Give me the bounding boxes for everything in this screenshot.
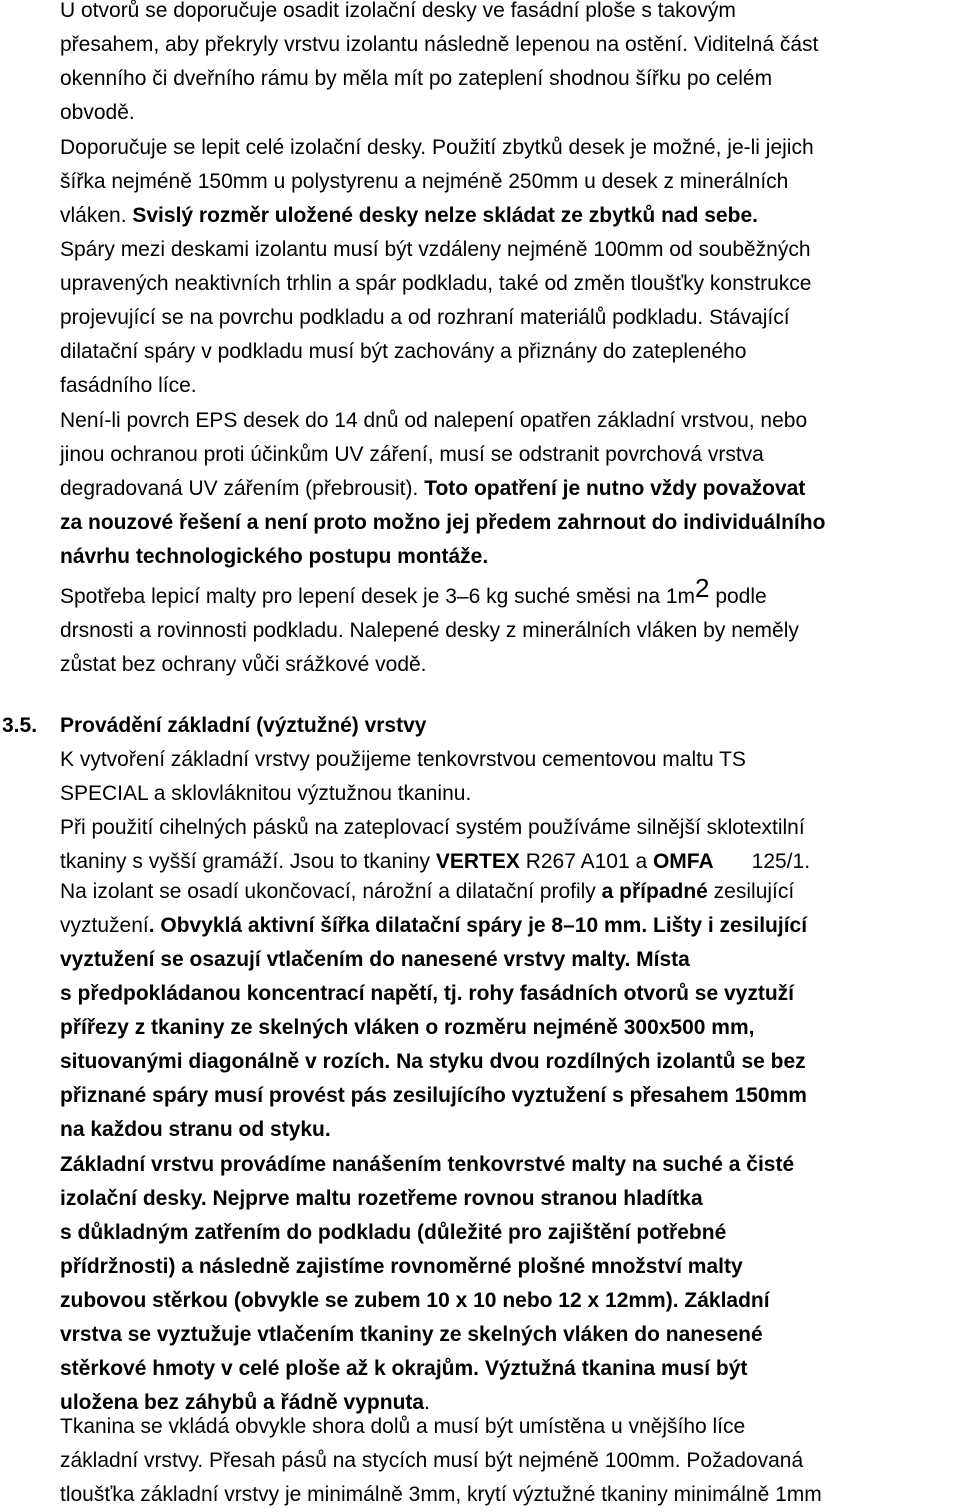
bold-text: s důkladným zatřením do podkladu (důležité pro zajištění potřebné: [60, 1221, 727, 1244]
text-line: [60, 845, 960, 879]
bold-text: přířezy z tkaniny ze skelných vláken o rozměru nejméně 300x500 mm,: [60, 1016, 755, 1039]
text-line: dilatační spáry v podkladu musí být zachovány a přiznány do zatepleného: [60, 340, 747, 363]
paragraph-adhesive-consumption: [60, 573, 960, 682]
text-run: 125/1.: [751, 850, 811, 873]
paragraph-base-layer-materials: [60, 743, 960, 811]
text-line: [60, 909, 960, 943]
text-line: [60, 1182, 960, 1216]
bold-text: uložena bez záhybů a řádně vypnuta: [60, 1391, 425, 1414]
paragraph-whole-boards: [60, 131, 960, 233]
bold-text: za nouzové řešení a není proto možno jej předem zahrnout do individuálního: [60, 511, 826, 534]
bold-text: . Obvyklá aktivní šířka dilatační spáry je 8–10 mm. Lišty i zesilující: [148, 914, 808, 937]
text-line: Doporučuje se lepit celé izolační desky. Použití zbytků desek je možné, je-li jejich: [60, 136, 814, 159]
text-line: projevující se na povrchu podkladu a od rozhraní materiálů podkladu. Stávající: [60, 306, 790, 329]
text-line: [60, 1216, 960, 1250]
bold-text: přídržnosti) a následně zajistíme rovnoměrné plošné množství malty: [60, 1255, 743, 1278]
text-line: [60, 1011, 960, 1045]
text-run: vyztužení: [60, 914, 149, 937]
text-line: upravených neaktivních trhlin a spár podkladu, také od změn tloušťky konstrukce: [60, 272, 812, 295]
text-run: Spotřeba lepicí malty pro lepení desek je 3–6 kg suché směsi na 1m: [60, 585, 696, 608]
paragraph-mesh-placement: [60, 1410, 960, 1512]
bold-text: přiznané spáry musí provést pás zesilujícího vyztužení s přesahem 150mm: [60, 1084, 807, 1107]
text-line: drsnosti a rovinnosti podkladu. Nalepené desky z minerálních vláken by neměly: [60, 619, 799, 642]
text-line: jinou ochranou proti účinkům UV záření, musí se odstranit povrchová vrstva: [60, 443, 764, 466]
text-run: tkaniny s vyšší gramáží. Jsou to tkaniny: [60, 850, 436, 873]
text-line: [60, 472, 960, 506]
bold-text: vrstva se vyztužuje vtlačením tkaniny ze skelných vláken do nanesené: [60, 1323, 763, 1346]
text-line: tloušťka základní vrstvy je minimálně 3mm, krytí výztužné tkaniny minimálně 1mm: [60, 1483, 822, 1506]
text-line: [60, 1284, 960, 1318]
text-line: fasádního líce.: [60, 374, 197, 397]
text-line: SPECIAL a sklovláknitou výztužnou tkaninu.: [60, 782, 472, 805]
bold-text: zubovou stěrkou (obvykle se zubem 10 x 10 nebo 12 x 12mm). Základní: [60, 1289, 770, 1312]
text-run: vláken.: [60, 204, 133, 227]
bold-text: VERTEX: [435, 850, 520, 873]
text-line: zůstat bez ochrany vůči srážkové vodě.: [60, 653, 427, 676]
bold-text: Svislý rozměr uložené desky nelze skládat ze zbytků nad sebe.: [132, 204, 758, 227]
paragraph-window-openings: [60, 0, 960, 130]
text-line: [60, 1148, 960, 1182]
text-run: podle: [709, 585, 767, 608]
text-line: [60, 943, 960, 977]
text-run: R267 A101 a: [519, 850, 653, 873]
superscript: 2: [695, 573, 710, 603]
text-line: [60, 1045, 960, 1079]
bold-text: a případné: [601, 880, 708, 903]
bold-text: izolační desky. Nejprve maltu rozetřeme rovnou stranou hladítka: [60, 1187, 703, 1210]
text-run: .: [424, 1391, 430, 1414]
bold-text: na každou stranu od styku.: [60, 1118, 331, 1141]
text-line: [60, 1352, 960, 1386]
text-run: zesilující: [707, 880, 795, 903]
paragraph-profiles: [60, 875, 960, 1147]
text-line: okenního či dveřního rámu by měla mít po zateplení shodnou šířku po celém: [60, 67, 773, 90]
text-line: Při použití cihelných pásků na zateplovací systém používáme silnější sklotextilní: [60, 816, 805, 839]
bold-text: situovanými diagonálně v rozích. Na styku dvou rozdílných izolantů se bez: [60, 1050, 806, 1073]
text-line: [60, 506, 960, 540]
text-line: šířka nejméně 150mm u polystyrenu a nejméně 250mm u desek z minerálních: [60, 170, 789, 193]
text-line: [60, 1079, 960, 1113]
text-line: Není-li povrch EPS desek do 14 dnů od nalepení opatřen základní vrstvou, nebo: [60, 409, 808, 432]
text-line: obvodě.: [60, 101, 135, 124]
bold-text: Základní vrstvu provádíme nanášením tenkovrstvé malty na suché a čisté: [60, 1153, 795, 1176]
bold-text: stěrkové hmoty v celé ploše až k okrajům. Výztužná tkanina musí být: [60, 1357, 748, 1380]
text-line: [60, 977, 960, 1011]
text-run: Na izolant se osadí ukončovací, nárožní a dilatační profily: [60, 880, 602, 903]
bold-text: návrhu technologického postupu montáže.: [60, 545, 489, 568]
bold-text: vyztužení se osazují vtlačením do nanesené vrstvy malty. Místa: [60, 948, 690, 971]
paragraph-joints: [60, 233, 960, 403]
paragraph-eps-uv: [60, 404, 960, 574]
section-number: 3.5.: [2, 714, 38, 737]
text-line: [60, 573, 960, 614]
section-title: Provádění základní (výztužné) vrstvy: [60, 714, 427, 737]
text-line: Spáry mezi deskami izolantu musí být vzdáleny nejméně 100mm od souběžných: [60, 238, 811, 261]
text-line: [60, 199, 960, 233]
text-line: [60, 1113, 960, 1147]
text-run: degradovaná UV zářením (přebrousit).: [60, 477, 425, 500]
text-line: [60, 875, 960, 909]
text-line: [60, 1250, 960, 1284]
bold-text: Toto opatření je nutno vždy považovat: [424, 477, 806, 500]
text-line: základní vrstvy. Přesah pásů na stycích musí být nejméně 100mm. Požadovaná: [60, 1449, 804, 1472]
paragraph-brick-slips: [60, 811, 960, 879]
text-line: přesahem, aby překryly vrstvu izolantu následně lepenou na ostění. Viditelná část: [60, 33, 819, 56]
bold-text: OMFA: [652, 850, 714, 873]
paragraph-base-layer-application: [60, 1148, 960, 1420]
text-line: [60, 1318, 960, 1352]
text-line: U otvorů se doporučuje osadit izolační desky ve fasádní ploše s takovým: [60, 0, 736, 22]
text-line: Tkanina se vkládá obvykle shora dolů a musí být umístěna u vnějšího líce: [60, 1415, 746, 1438]
text-line: [60, 540, 960, 574]
bold-text: s předpokládanou koncentrací napětí, tj. rohy fasádních otvorů se vyztuží: [60, 982, 794, 1005]
text-line: K vytvoření základní vrstvy použijeme tenkovrstvou cementovou maltu TS: [60, 748, 746, 771]
